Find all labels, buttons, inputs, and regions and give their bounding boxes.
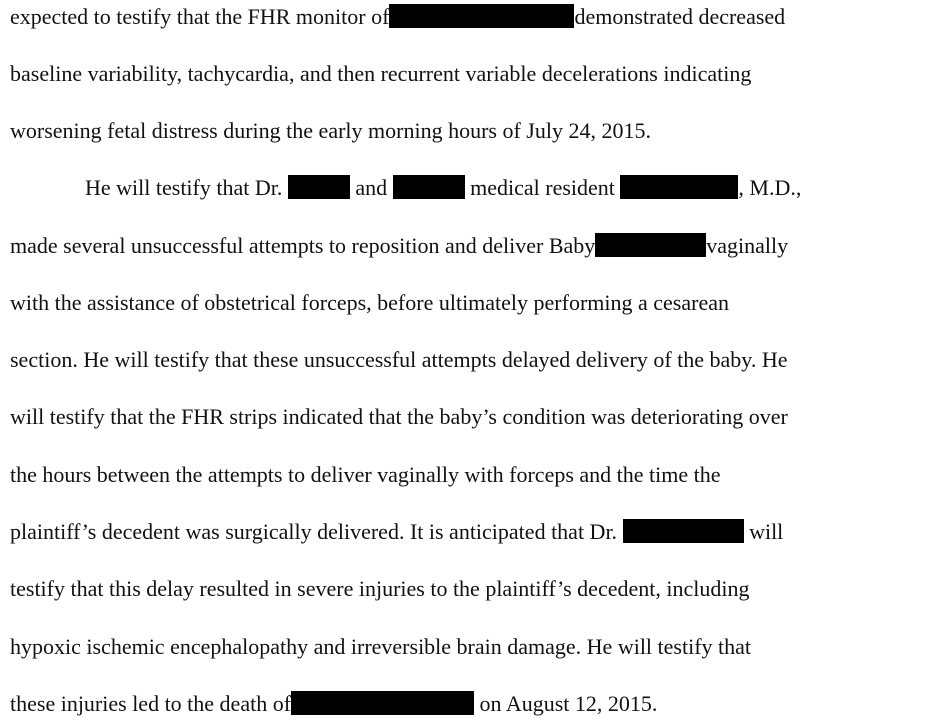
text-line-6 — [10, 288, 729, 318]
line-text: testify that this delay resulted in severe injuries to the plaintiff’s decedent, including — [10, 576, 750, 601]
line-text: made several unsuccessful attempts to reposition and deliver Baby — [10, 233, 596, 258]
line-text: section. He will testify that these unsuccessful attempts delayed delivery of the baby. He — [10, 347, 788, 372]
line-text: hypoxic ischemic encephalopathy and irreversible brain damage. He will testify that — [10, 634, 752, 659]
text-line-7 — [10, 345, 788, 375]
text-line-8 — [10, 402, 788, 432]
text-line-5 — [10, 231, 788, 261]
text-line-4 — [85, 173, 801, 203]
redaction-box — [393, 175, 465, 199]
text-line-9 — [10, 460, 721, 490]
line-text: vaginally — [706, 233, 789, 258]
redaction-box — [288, 175, 350, 199]
line-text: worsening fetal distress during the early morning hours of July 24, 2015. — [10, 118, 651, 143]
line-text: expected to testify that the FHR monitor of — [10, 4, 390, 29]
line-text: and — [355, 175, 388, 200]
line-text: the hours between the attempts to deliver vaginally with forceps and the time the — [10, 462, 721, 487]
redaction-box — [389, 4, 574, 28]
line-text: will testify that the FHR strips indicated that the baby’s condition was deteriorating over — [10, 404, 788, 429]
line-text: will — [749, 519, 784, 544]
text-line-13 — [10, 689, 657, 719]
redaction-box — [620, 175, 738, 199]
line-text: , M.D., — [738, 175, 802, 200]
text-line-12 — [10, 632, 751, 662]
text-line-10 — [10, 517, 783, 547]
line-text: these injuries led to the death of — [10, 691, 292, 716]
line-text: plaintiff’s decedent was surgically delivered. It is anticipated that Dr. — [10, 519, 618, 544]
text-line-1 — [10, 2, 785, 32]
line-text: He will testify that Dr. — [85, 175, 283, 200]
redaction-box — [595, 233, 706, 257]
line-text: on August 12, 2015. — [479, 691, 658, 716]
text-line-2 — [10, 59, 751, 89]
text-line-11 — [10, 574, 749, 604]
line-text: with the assistance of obstetrical forceps, before ultimately performing a cesarean — [10, 290, 729, 315]
line-text: medical resident — [470, 175, 615, 200]
redaction-box — [291, 691, 474, 715]
line-text: demonstrated decreased — [574, 4, 786, 29]
text-line-3 — [10, 116, 651, 146]
redaction-box — [623, 519, 744, 543]
line-text: baseline variability, tachycardia, and then recurrent variable decelerations indicating — [10, 61, 752, 86]
